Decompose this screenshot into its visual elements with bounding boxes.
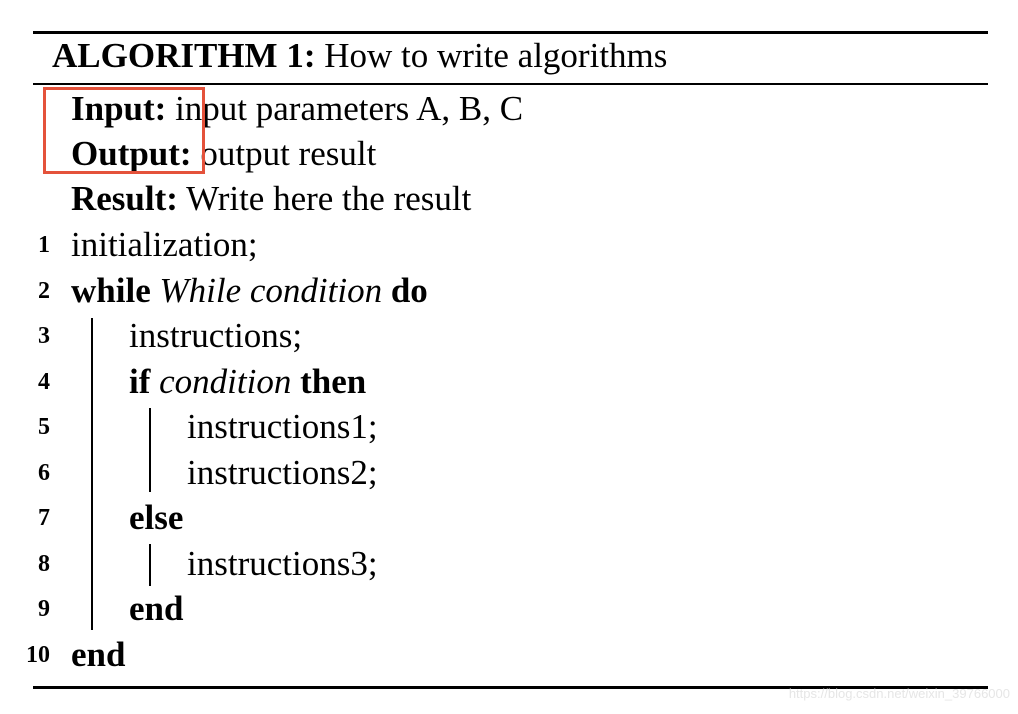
statement: initialization; — [71, 225, 258, 264]
output-text: output result — [200, 134, 377, 173]
output-label: Output: — [71, 134, 192, 173]
algorithm-caption: How to write algorithms — [324, 36, 668, 75]
code-line-8 — [187, 541, 378, 587]
line-number: 10 — [26, 642, 50, 668]
code-line-9 — [129, 586, 183, 632]
statement: instructions2; — [187, 453, 378, 492]
result-label: Result: — [71, 179, 178, 218]
watermark: https://blog.csdn.net/weixin_39766000 — [788, 686, 1010, 701]
code-line-7 — [129, 495, 183, 541]
algorithm-label: ALGORITHM 1: — [52, 36, 316, 75]
keyword-do: do — [390, 271, 428, 310]
code-line-10 — [71, 632, 125, 678]
code-line-1 — [71, 222, 258, 268]
code-line-3 — [129, 313, 302, 359]
while-block-bar — [91, 318, 93, 630]
line-number: 2 — [38, 278, 50, 304]
code-line-5 — [187, 404, 378, 450]
line-number: 5 — [38, 414, 50, 440]
then-block-bar — [149, 408, 151, 492]
result-text: Write here the result — [186, 179, 472, 218]
line-number: 4 — [38, 369, 50, 395]
line-number: 3 — [38, 323, 50, 349]
code-line-2 — [71, 268, 428, 314]
title-rule — [33, 83, 988, 85]
algorithm-title — [52, 30, 667, 82]
else-block-bar — [149, 544, 151, 586]
statement: instructions; — [129, 316, 303, 355]
highlight-box — [43, 87, 205, 174]
statement: instructions1; — [187, 407, 378, 446]
condition: While condition — [159, 271, 383, 310]
condition: condition — [159, 362, 292, 401]
keyword-end: end — [129, 589, 184, 628]
keyword-then: then — [300, 362, 367, 401]
input-label: Input: — [71, 89, 167, 128]
code-line-6 — [187, 450, 378, 496]
statement: instructions3; — [187, 544, 378, 583]
line-number: 6 — [38, 460, 50, 486]
line-number: 7 — [38, 505, 50, 531]
input-text: input parameters A, B, C — [175, 89, 524, 128]
code-line-4 — [129, 359, 366, 405]
keyword-while: while — [71, 271, 151, 310]
line-number: 8 — [38, 551, 50, 577]
result-line — [71, 176, 471, 222]
keyword-else: else — [129, 498, 184, 537]
keyword-end: end — [71, 635, 126, 674]
line-number: 9 — [38, 596, 50, 622]
keyword-if: if — [129, 362, 151, 401]
line-number: 1 — [38, 232, 50, 258]
